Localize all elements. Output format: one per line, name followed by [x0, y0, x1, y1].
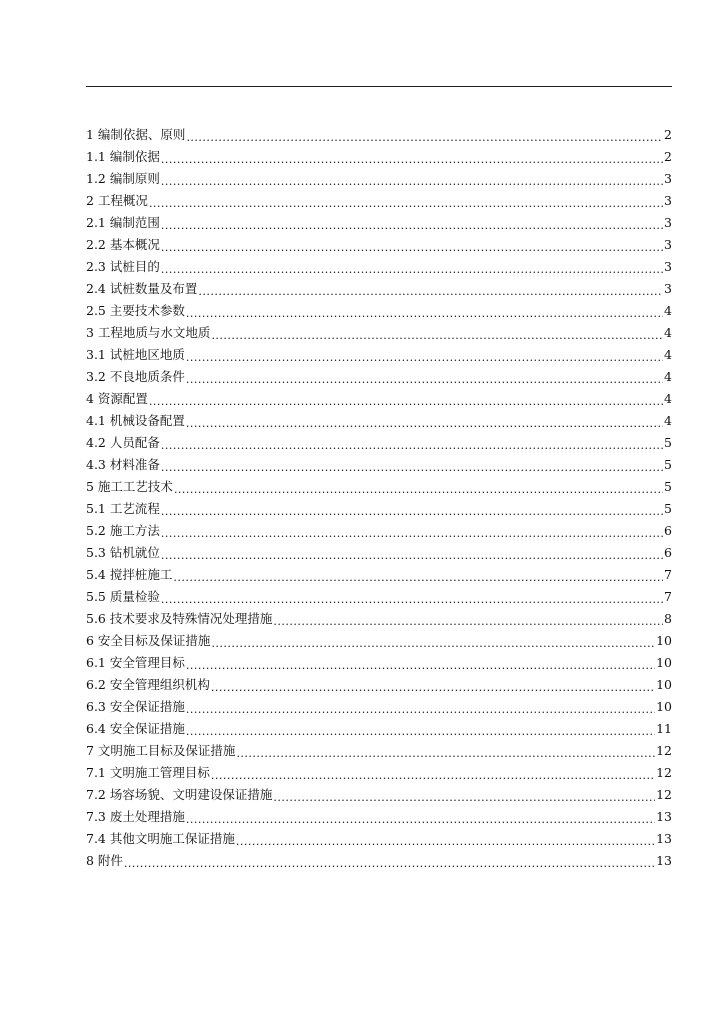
toc-dot-leader: [149, 190, 663, 212]
toc-entry-page-number: 3: [664, 171, 672, 186]
toc-entry[interactable]: [86, 608, 672, 630]
toc-entry-label: 5.2 施工方法: [86, 523, 160, 538]
toc-dot-leader: [186, 410, 663, 432]
toc-entry-label: 3.1 试桩地区地质: [86, 347, 185, 362]
toc-entry[interactable]: [86, 168, 672, 190]
toc-entry[interactable]: [86, 212, 672, 234]
toc-entry-label: 8 附件: [86, 853, 123, 868]
toc-dot-leader: [161, 542, 663, 564]
toc-entry-page-number: 11: [656, 721, 672, 736]
toc-entry-label: 2.1 编制范围: [86, 215, 160, 230]
toc-dot-leader: [149, 388, 663, 410]
toc-dot-leader: [211, 762, 655, 784]
toc-entry-label: 2.2 基本概况: [86, 237, 160, 252]
toc-entry-page-number: 7: [664, 567, 672, 582]
toc-dot-leader: [161, 586, 663, 608]
toc-entry[interactable]: [86, 542, 672, 564]
toc-entry-label: 3.2 不良地质条件: [86, 369, 185, 384]
toc-entry[interactable]: [86, 146, 672, 168]
header-rule: [86, 86, 672, 87]
toc-entry-label: 5.1 工艺流程: [86, 501, 160, 516]
toc-entry-label: 4.2 人员配备: [86, 435, 160, 450]
toc-entry-label: 1.1 编制依据: [86, 149, 160, 164]
toc-entry[interactable]: [86, 322, 672, 344]
toc-entry-label: 7.4 其他文明施工保证措施: [86, 831, 235, 846]
toc-dot-leader: [161, 168, 663, 190]
toc-entry[interactable]: [86, 410, 672, 432]
toc-entry[interactable]: [86, 652, 672, 674]
toc-entry-label: 1.2 编制原则: [86, 171, 160, 186]
toc-entry[interactable]: [86, 762, 672, 784]
toc-entry-label: 7 文明施工目标及保证措施: [86, 743, 236, 758]
toc-entry[interactable]: [86, 498, 672, 520]
toc-entry-label: 6.2 安全管理组织机构: [86, 677, 210, 692]
toc-entry-page-number: 12: [656, 787, 672, 802]
toc-dot-leader: [273, 608, 663, 630]
table-of-contents: [86, 124, 672, 872]
toc-dot-leader: [161, 234, 663, 256]
toc-entry[interactable]: [86, 476, 672, 498]
toc-entry-page-number: 4: [664, 303, 672, 318]
toc-entry[interactable]: [86, 432, 672, 454]
toc-dot-leader: [124, 850, 655, 872]
toc-entry[interactable]: [86, 190, 672, 212]
toc-dot-leader: [236, 740, 655, 762]
toc-entry-page-number: 10: [656, 633, 672, 648]
toc-entry-label: 4 资源配置: [86, 391, 148, 406]
toc-entry-label: 5 施工工艺技术: [86, 479, 173, 494]
toc-dot-leader: [211, 630, 655, 652]
toc-dot-leader: [198, 278, 663, 300]
toc-entry-page-number: 8: [664, 611, 672, 626]
toc-entry[interactable]: [86, 366, 672, 388]
toc-entry-label: 5.3 钻机就位: [86, 545, 160, 560]
toc-entry[interactable]: [86, 586, 672, 608]
toc-dot-leader: [174, 476, 663, 498]
toc-entry[interactable]: [86, 806, 672, 828]
toc-entry-page-number: 3: [664, 237, 672, 252]
toc-entry-page-number: 12: [656, 765, 672, 780]
toc-dot-leader: [186, 696, 655, 718]
toc-entry[interactable]: [86, 674, 672, 696]
toc-entry-label: 6.1 安全管理目标: [86, 655, 185, 670]
toc-entry[interactable]: [86, 718, 672, 740]
toc-dot-leader: [186, 652, 655, 674]
toc-entry-page-number: 3: [664, 281, 672, 296]
toc-entry-label: 6.3 安全保证措施: [86, 699, 185, 714]
toc-entry-label: 6.4 安全保证措施: [86, 721, 185, 736]
toc-entry-label: 1 编制依据、原则: [86, 127, 186, 142]
toc-entry-page-number: 13: [656, 809, 672, 824]
toc-entry-label: 2.3 试桩目的: [86, 259, 160, 274]
toc-entry-page-number: 4: [664, 391, 672, 406]
toc-entry-label: 7.3 废土处理措施: [86, 809, 185, 824]
toc-entry-page-number: 10: [656, 699, 672, 714]
toc-entry-page-number: 3: [664, 259, 672, 274]
toc-dot-leader: [161, 520, 663, 542]
toc-entry-page-number: 5: [664, 479, 672, 494]
toc-entry[interactable]: [86, 520, 672, 542]
toc-entry-page-number: 7: [664, 589, 672, 604]
toc-entry-page-number: 13: [656, 831, 672, 846]
toc-entry-page-number: 6: [664, 523, 672, 538]
toc-dot-leader: [186, 124, 663, 146]
toc-entry[interactable]: [86, 388, 672, 410]
toc-dot-leader: [211, 322, 663, 344]
toc-entry-page-number: 4: [664, 325, 672, 340]
toc-entry-label: 6 安全目标及保证措施: [86, 633, 211, 648]
toc-entry-label: 3 工程地质与水文地质: [86, 325, 211, 340]
toc-entry[interactable]: [86, 630, 672, 652]
toc-dot-leader: [161, 146, 663, 168]
toc-entry-label: 4.3 材料准备: [86, 457, 160, 472]
toc-dot-leader: [186, 806, 655, 828]
toc-entry-page-number: 3: [664, 193, 672, 208]
toc-entry[interactable]: [86, 454, 672, 476]
toc-entry[interactable]: [86, 828, 672, 850]
toc-entry-label: 4.1 机械设备配置: [86, 413, 185, 428]
toc-entry[interactable]: [86, 850, 672, 872]
toc-entry-page-number: 4: [664, 347, 672, 362]
toc-entry-page-number: 4: [664, 413, 672, 428]
toc-dot-leader: [161, 432, 663, 454]
toc-dot-leader: [173, 564, 663, 586]
toc-entry[interactable]: [86, 234, 672, 256]
toc-entry-label: 2 工程概况: [86, 193, 148, 208]
toc-dot-leader: [211, 674, 655, 696]
toc-entry-label: 7.2 场容场貌、文明建设保证措施: [86, 787, 273, 802]
toc-dot-leader: [186, 344, 663, 366]
toc-entry[interactable]: [86, 740, 672, 762]
toc-entry-page-number: 12: [656, 743, 672, 758]
toc-entry-page-number: 5: [664, 501, 672, 516]
toc-entry-page-number: 4: [664, 369, 672, 384]
toc-entry-page-number: 10: [656, 677, 672, 692]
toc-entry-page-number: 6: [664, 545, 672, 560]
toc-entry-label: 2.5 主要技术参数: [86, 303, 185, 318]
toc-entry-label: 5.5 质量检验: [86, 589, 160, 604]
toc-dot-leader: [161, 454, 663, 476]
toc-entry-page-number: 13: [656, 853, 672, 868]
toc-dot-leader: [273, 784, 655, 806]
toc-entry-label: 7.1 文明施工管理目标: [86, 765, 210, 780]
toc-entry[interactable]: [86, 564, 672, 586]
toc-entry[interactable]: [86, 300, 672, 322]
toc-dot-leader: [186, 366, 663, 388]
toc-entry[interactable]: [86, 278, 672, 300]
toc-entry[interactable]: [86, 784, 672, 806]
toc-dot-leader: [161, 212, 663, 234]
toc-dot-leader: [161, 498, 663, 520]
toc-entry[interactable]: [86, 696, 672, 718]
toc-entry-page-number: 5: [664, 435, 672, 450]
toc-entry[interactable]: [86, 344, 672, 366]
toc-entry-page-number: 2: [664, 127, 672, 142]
toc-dot-leader: [161, 256, 663, 278]
toc-entry-page-number: 3: [664, 215, 672, 230]
toc-entry-page-number: 5: [664, 457, 672, 472]
toc-dot-leader: [236, 828, 655, 850]
toc-entry-page-number: 2: [664, 149, 672, 164]
toc-entry-label: 5.6 技术要求及特殊情况处理措施: [86, 611, 273, 626]
toc-entry-label: 2.4 试桩数量及布置: [86, 281, 198, 296]
toc-entry-label: 5.4 搅拌桩施工: [86, 567, 173, 582]
toc-entry-page-number: 10: [656, 655, 672, 670]
toc-entry[interactable]: [86, 124, 672, 146]
toc-dot-leader: [186, 718, 655, 740]
toc-entry[interactable]: [86, 256, 672, 278]
toc-dot-leader: [186, 300, 663, 322]
